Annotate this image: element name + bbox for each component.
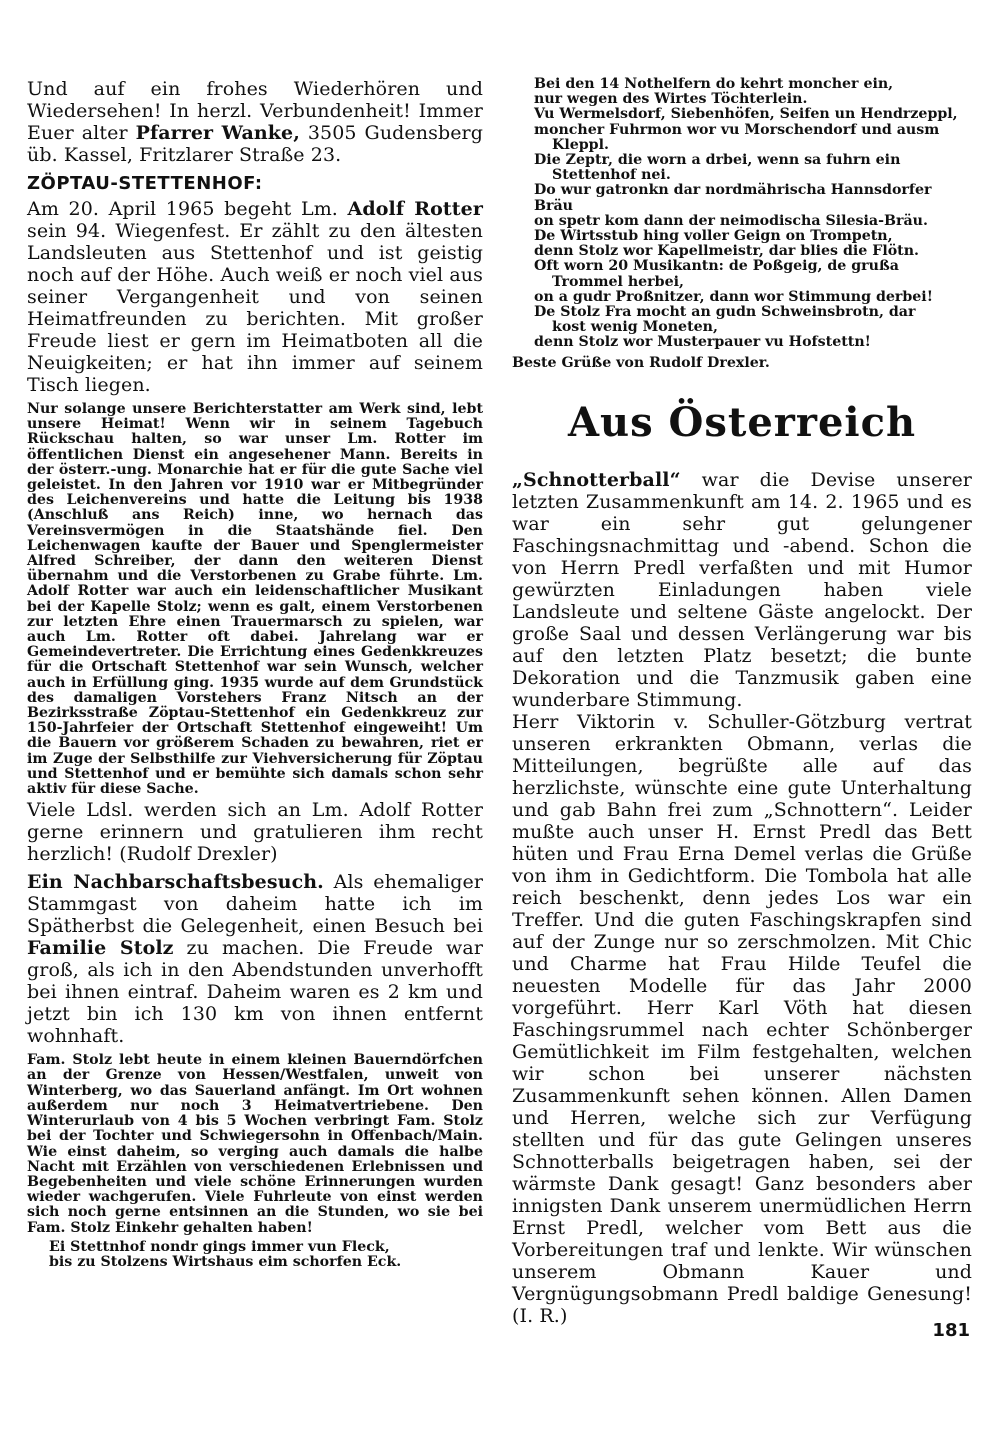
rotter-history-paragraph: Nur solange unsere Berichterstatter am Werk sind, lebt unsere Heimat! Wenn wir in seinem Tagebuch Rückschau halten, so war unser Lm. Rotter im öffentlichen Dienst ein angesehener Mann. Bereits in der österr.-ung. Monarchie hat er für die gute Sache viel geleistet. In den Jahren vor 1910 war er Mitbegründer des Leichenvereins und hatte die Leitung bis 1938 (Anschluß ans Reich) inne, wo hernach das Vereinsvermögen in die Staatshände fiel. Den Leichenwagen kaufte der Bauer und Spenglermeister Alfred Schreiber, der dann den weiteren Dienst übernahm und die Verstorbenen zu Grabe führte. Lm. Adolf Rotter war auch ein leidenschaftlicher Musikant bei der Kapelle Stolz; wenn es galt, einem Verstorbenen zur letzten Ehre einen Trauermarsch zu spielen, war auch Lm. Rotter oft dabei. Jahrelang war er Gemeindevertreter. Die Errichtung eines Gedenkkreuzes für die Ortschaft Stettenhof war sein Wunsch, welcher auch in Erfüllung ging. 1935 wurde auf dem Grundstück des damaligen Vorstehers Franz Nitsch an der Bezirksstraße Zöptau-Stettenhof ein Gedenkkreuz zur 150-Jahrfeier der Ortschaft Stettenhof eingeweiht! Um die Bauern vor größerem Schaden zu bewahren, riet er im Zuge der Selbsthilfe zur Viehversicherung für Zöptau und Stettenhof und er bemühte sich damals schon sehr aktiv für diese Sache. (27, 401, 483, 798)
schnotterball-paragraph (512, 469, 972, 711)
rotter-greeting-paragraph: Viele Ldsl. werden sich an Lm. Adolf Rotter gerne erinnern und gratulieren ihm recht herzlich! (Rudolf Drexler) (27, 799, 483, 866)
visit-lead: Ein Nachbarschaftsbesuch. (27, 871, 324, 894)
schnotterball-text-a: war die Devise unserer letzten Zusammenkunft am 14. 2. 1965 und es war ein sehr gut gelungener Faschingsnachmittag und -abend. Schon die von Herrn Predl verfaßten und mit Humor gewürzten Einladungen haben viele Landsleute und seltene Gäste angelockt. Der große Saal und dessen Verlängerung war bis auf den letzten Platz besetzt; die bunte Dekoration und die Tanzmusik gaben eine wunderbare Stimmung. (512, 468, 972, 711)
visit-text-b: zu machen. Die Freude war groß, als ich in den Abendstunden unverhofft bei ihnen eintraf. Daheim waren es 2 km und jetzt bin ich 130 km von ihnen entfernt wohnhaft. (27, 937, 484, 1048)
intro-address: 3505 Gudensberg üb. Kassel, Fritzlarer Straße 23. (27, 122, 483, 166)
visit-family-name: Familie Stolz (27, 937, 174, 960)
left-column (27, 78, 483, 1270)
intro-text: Und auf ein frohes Wiederhören und Wiedersehen! In herzl. Verbundenheit! Immer Euer alter (27, 78, 483, 144)
left-poem (27, 1240, 483, 1270)
poem-line: nur wegen des Wirtes Töchterlein. (534, 91, 808, 108)
poem-line: Vu Wermelsdorf, Siebenhöfen, Seifen un Hendrzeppl, (534, 106, 958, 123)
rotter-paragraph (27, 198, 483, 396)
poem-line: Oft worn 20 Musikantn: de Poßgeig, de grußa (534, 258, 899, 275)
poem-line: denn Stolz wor Kapellmeistr, dar blies die Flötn. (534, 243, 919, 260)
right-column (512, 77, 972, 1327)
signature: Beste Grüße von Rudolf Drexler. (512, 354, 770, 371)
poem-line: Die Zeptr, die worn a drbei, wenn sa fuhrn ein (534, 152, 901, 169)
section-heading-zoeptau: ZÖPTAU-STETTENHOF: (27, 173, 263, 194)
poem-line: on spetr kom dann der neimodischa Silesia-Bräu. (534, 212, 928, 229)
rotter-text-b: sein 94. Wiegenfest. Er zählt zu den ältesten Landsleuten aus Stettenhof und ist geistig noch auf der Höhe. Auch weiß er noch viel aus seiner Vergangenheit und von seinen Heimatfreunden zu berichten. Mit großer Freude liest er gern im Heimatboten all die Neuigkeiten; er hat ihn immer auf seinem Tisch liegen. (27, 220, 483, 396)
intro-paragraph (27, 78, 483, 166)
schnotterball-paragraph-2: Herr Viktorin v. Schuller-Götzburg vertrat unseren erkrankten Obmann, verlas die Mitteilungen, begrüßte alle auf das herzlichste, wünschte eine gute Unterhaltung und gab Bahn frei zum „Schnottern“. Leider mußte auch unser H. Ernst Predl das Bett hüten und Frau Erna Demel verlas die Grüße von ihm in Gedichtform. Die Tombola hat alle reich beschenkt, denn jedes Los war ein Treffer. Und die guten Faschingskrapfen sind auf der Zunge nur so zerschmolzen. Mit Chic und Charme hat Frau Hilde Teufel die neuesten Modelle für das Jahr 2000 vorgeführt. Herr Karl Vöth hat diesen Faschingsrummel nach echter Schönberger Gemütlichkeit im Film festgehalten, welchen wir schon bei unserer nächsten Zusammenkunft sehen können. Allen Damen und Herren, welche sich zur Verfügung stellten und für das gute Gelingen unseres Schnotterballs beigetragen haben, sei der wärmste Dank gesagt! Ganz besonders aber innigsten Dank unserem unermüdlichen Herrn Ernst Predl, welcher vom Bett aus die Vorbereitungen traf und lenkte. Wir wünschen unserem Obmann Kauer und Vergnügungsobmann Predl baldige Genesung! (I. R.) (512, 710, 972, 1327)
poem-line: bis zu Stolzens Wirtshaus eim schorfen Eck. (49, 1253, 402, 1270)
poem-line: Ei Stettnhof nondr gings immer vun Fleck, (49, 1238, 390, 1255)
visit-text-a: Als ehemaliger Stammgast von daheim hatte ich im Spätherbst die Gelegenheit, einen Besuch bei (27, 871, 484, 938)
rotter-name: Adolf Rotter (347, 198, 483, 220)
rotter-text-a: Am 20. April 1965 begeht Lm. (27, 198, 348, 220)
poem-line: Do wur gatronkn dar nordmährischa Hannsdorfer Bräu (534, 182, 932, 214)
section-title-oesterreich: Aus Österreich (567, 398, 917, 446)
poem-line-continuation: Kleppl. (552, 136, 609, 153)
poem-line: Bei den 14 Nothelfern do kehrt moncher ein, (534, 76, 894, 92)
poem-line: De Stolz Fra mocht an gudn Schweinsbrotn, dar (534, 304, 916, 321)
schnotterball-lead: „Schnotterball“ (512, 468, 681, 491)
poem-line: De Wirtsstub hing voller Geign on Trompetn, (534, 228, 893, 245)
poem-line: on a gudr Proßnitzer, dann wor Stimmung derbei! (534, 288, 933, 305)
visit-paragraph (27, 871, 483, 1047)
stolz-family-paragraph: Fam. Stolz lebt heute in einem kleinen Bauerndörfchen an der Grenze von Hessen/Westfalen, unweit von Winterberg, wo das Sauerland anfängt. Im Ort wohnen außerdem nur noch 3 Heimatvertriebene. Den Winterurlaub von 4 bis 5 Wochen verbringt Fam. Stolz bei der Tochter und Schwiegersohn in Offenbach/Main. Wie einst daheim, so verging auch damals die halbe Nacht mit Erzählen von verschiedenen Erlebnissen und Begebenheiten und viele schöne Erinnerungen wurden wieder wachgerufen. Viele Fuhrleute von einst werden sich noch gerne entsinnen an die Stunden, wo sie bei Fam. Stolz Einkehr gehalten haben! (27, 1052, 483, 1236)
poem-line-continuation: Trommel herbei, (552, 273, 684, 290)
poem-line-continuation: Stettenhof nei. (552, 167, 671, 184)
page-number: 181 (932, 1320, 970, 1341)
poem-line: moncher Fuhrmon wor vu Morschendorf und ausm (534, 121, 940, 138)
right-poem (512, 77, 972, 351)
poem-line-continuation: kost wenig Moneten, (552, 319, 718, 336)
poem-line: denn Stolz wor Musterpauer vu Hofstettn! (534, 334, 871, 351)
intro-name: Pfarrer Wanke, (135, 122, 300, 144)
